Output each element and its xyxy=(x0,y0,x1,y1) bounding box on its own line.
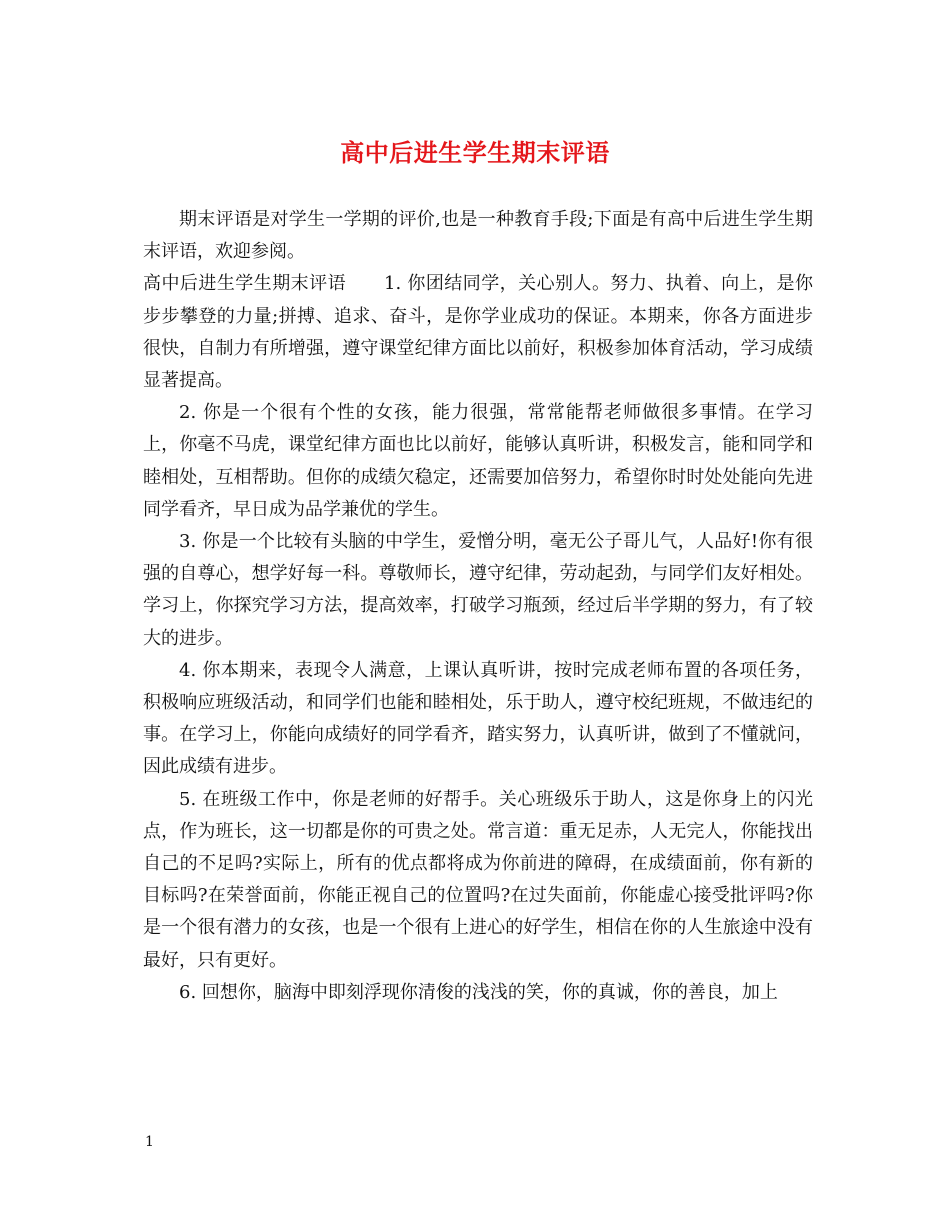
intro-paragraph: 期末评语是对学生一学期的评价,也是一种教育手段;下面是有高中后进生学生期末评语，欢迎参阅。 xyxy=(143,209,813,263)
document-title: 高中后进生学生期末评语 xyxy=(340,138,610,167)
comment-paragraph-5: 5. 在班级工作中，你是老师的好帮手。关心班级乐于助人，这是你身上的闪光点，作为班长，这一切都是你的可贵之处。常言道：重无足赤，人无完人，你能找出自己的不足吗?实际上，所有的优点都将成为你前进的障碍，在成绩面前，你有新的目标吗?在荣誉面前，你能正视自己的位置吗?在过失面前，你能虚心接受批评吗?你是一个很有潜力的女孩，也是一个很有上进心的好学生，相信在你的人生旅途中没有最好，只有更好。 xyxy=(143,788,813,971)
document-subtitle: 高中后进生学生期末评语 xyxy=(143,273,347,295)
comment-paragraph-2: 2. 你是一个很有个性的女孩，能力很强，常常能帮老师做很多事情。在学习上，你毫不马虎，课堂纪律方面也比以前好，能够认真听讲，积极发言，能和同学和睦相处，互相帮助。但你的成绩欠稳定，还需要加倍努力，希望你时时处处能向先进同学看齐，早日成为品学兼优的学生。 xyxy=(143,402,813,520)
comment-paragraph-3: 3. 你是一个比较有头脑的中学生，爱憎分明，毫无公子哥儿气，人品好!你有很强的自尊心，想学好每一科。尊敬师长，遵守纪律，劳动起劲，与同学们友好相处。学习上，你探究学习方法，提高效率，打破学习瓶颈，经过后半学期的努力，有了较大的进步。 xyxy=(143,531,813,649)
comment-paragraph-6: 6. 回想你，脑海中即刻浮现你清俊的浅浅的笑，你的真诚，你的善良，加上 xyxy=(179,981,778,1003)
document-body xyxy=(143,204,813,1009)
page-number: 1 xyxy=(145,1134,154,1150)
comment-paragraph-1-wrapper xyxy=(143,268,813,397)
comment-paragraph-4: 4. 你本期来，表现令人满意，上课认真听讲，按时完成老师布置的各项任务，积极响应班级活动，和同学们也能和睦相处，乐于助人，遵守校纪班规，不做违纪的事。在学习上，你能向成绩好的同学看齐，踏实努力，认真听讲，做到了不懂就问，因此成绩有进步。 xyxy=(143,659,813,778)
comment-paragraph-1: 1. 你团结同学，关心别人。努力、执着、向上，是你步步攀登的力量;拼搏、追求、奋斗，是你学业成功的保证。本期来，你各方面进步很快，自制力有所增强，遵守课堂纪律方面比以前好，积极参加体育活动，学习成绩显著提高。 xyxy=(143,273,813,392)
